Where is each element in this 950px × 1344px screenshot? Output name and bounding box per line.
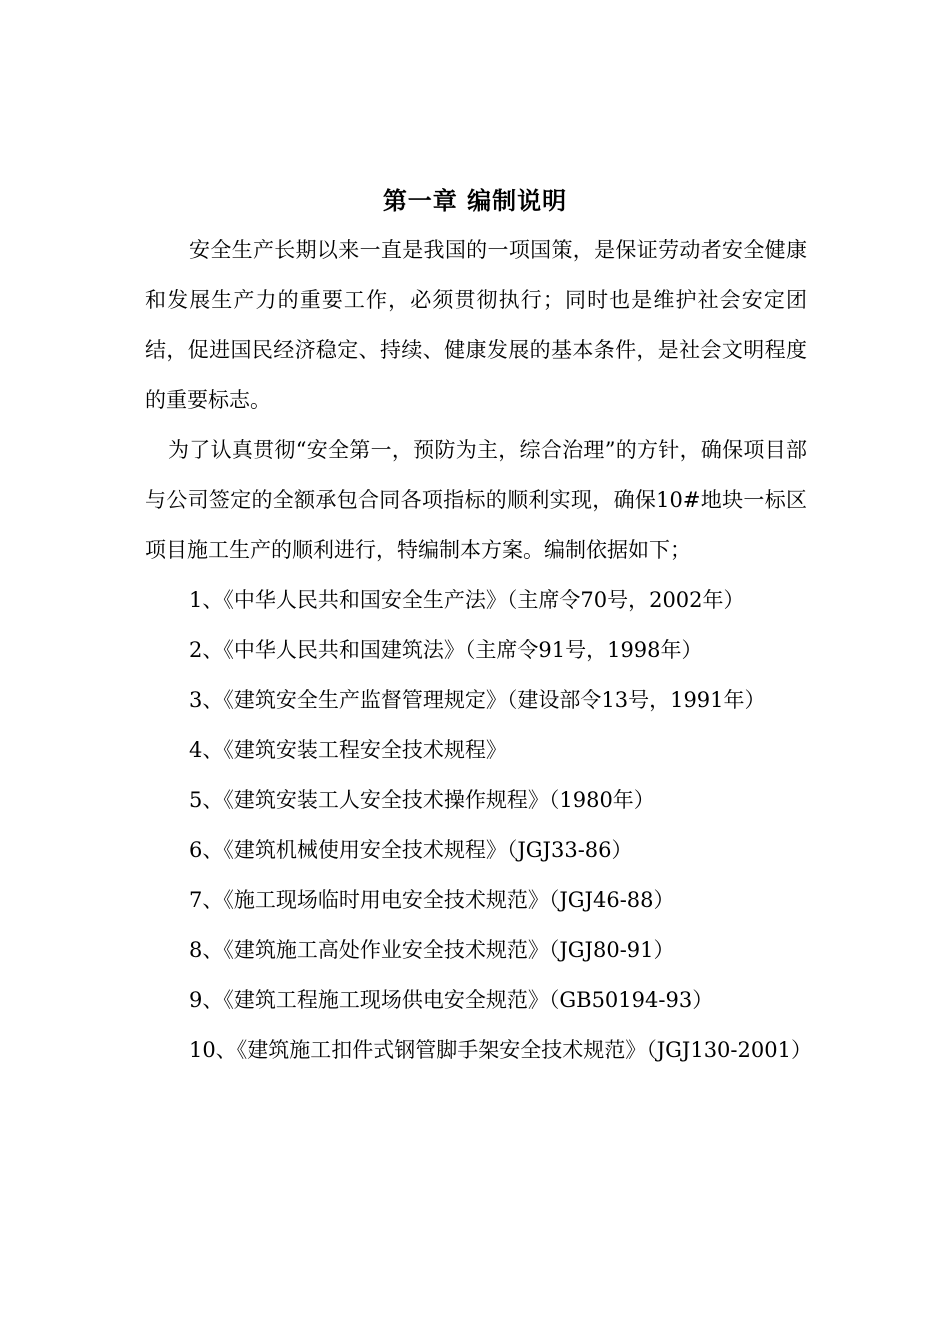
reference-item: 5、《建筑安装工人安全技术操作规程》（1980年）	[189, 788, 655, 812]
paragraph-intro: 安全生产长期以来一直是我国的一项国策，是保证劳动者安全健康和发展生产力的重要工作，必须贯彻执行；同时也是维护社会安定团结，促进国民经济稳定、持续、健康发展的基本条件，是社会文明程度的重要标志。	[145, 238, 807, 412]
reference-item: 3、《建筑安全生产监督管理规定》（建设部令13号，1991年）	[189, 688, 766, 712]
paragraph-purpose: 为了认真贯彻“安全第一，预防为主，综合治理”的方针，确保项目部与公司签定的全额承包合同各项指标的顺利实现，确保10#地块一标区项目施工生产的顺利进行，特编制本方案。编制依据如下；	[145, 438, 807, 562]
reference-item: 10、《建筑施工扣件式钢管脚手架安全技术规范》（JGJ130-2001）	[189, 1038, 812, 1062]
reference-item: 8、《建筑施工高处作业安全技术规范》（JGJ80-91）	[189, 938, 675, 962]
reference-item: 7、《施工现场临时用电安全技术规范》（JGJ46-88）	[189, 888, 675, 912]
reference-item: 2、《中华人民共和国建筑法》（主席令91号，1998年）	[189, 638, 703, 662]
document-body	[145, 225, 812, 1075]
reference-item: 9、《建筑工程施工现场供电安全规范》（GB50194-93）	[189, 988, 714, 1012]
chapter-title: 第一章 编制说明	[382, 186, 568, 215]
reference-list	[145, 575, 812, 1075]
reference-item: 4、《建筑安装工程安全技术规程》	[189, 738, 507, 762]
reference-item: 1、《中华人民共和国安全生产法》（主席令70号，2002年）	[189, 588, 745, 612]
reference-item: 6、《建筑机械使用安全技术规程》（JGJ33-86）	[189, 838, 633, 862]
